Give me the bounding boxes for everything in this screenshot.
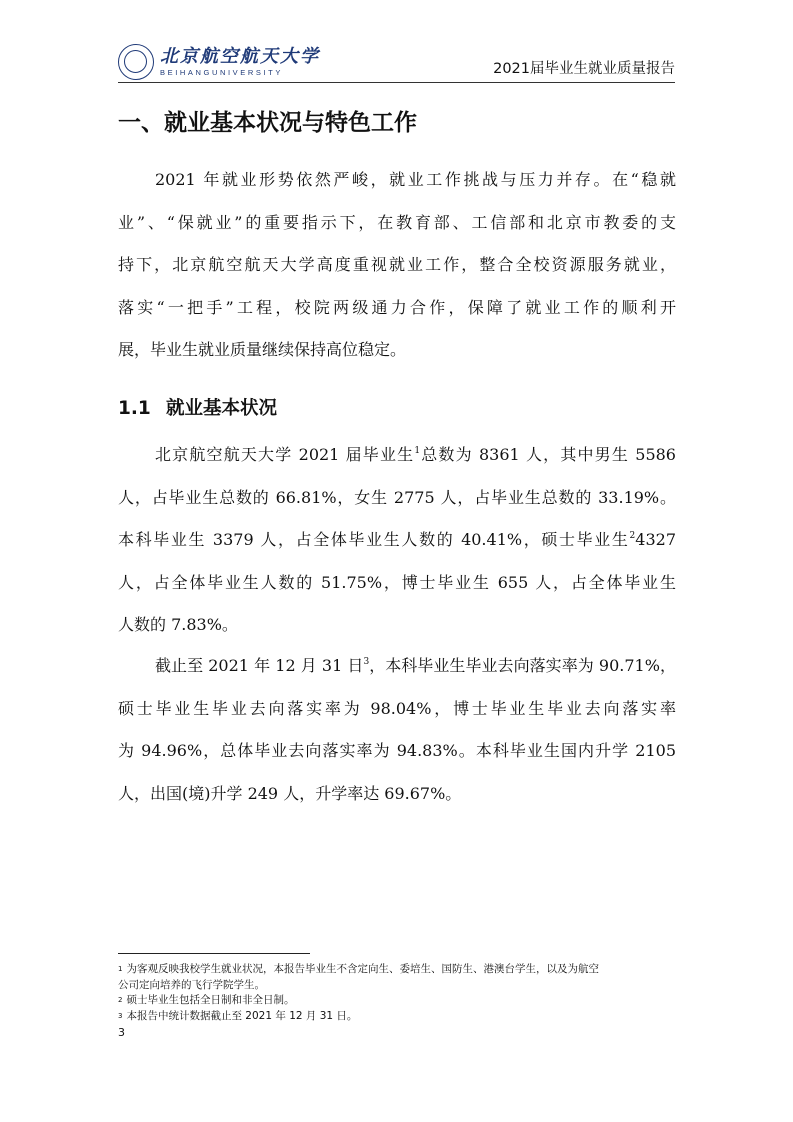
- text-line: 业”、“保就业”的重要指示下，在教育部、工信部和北京市教委的支: [118, 212, 676, 232]
- footnote-1: $^1$ 为客观反映我校学生就业状况，本报告毕业生不含定向生、委培生、国防生、港澳台学生，以及为航空 公司定向培养的飞行学院学生。: [118, 963, 599, 991]
- logo-english-name: BEIHANGUNIVERSITY: [160, 68, 283, 77]
- footnote-divider: [118, 953, 310, 954]
- footnote-2: $^2$ 硕士毕业生包括全日制和非全日制。: [118, 994, 295, 1006]
- page-number: 3: [118, 1026, 125, 1039]
- intro-paragraph: [118, 159, 676, 372]
- report-title: 2021届毕业生就业质量报告: [493, 61, 675, 77]
- subsection-title: 就业基本状况: [166, 398, 278, 419]
- text-line: 为 94.96%，总体毕业去向落实率为 94.83%。本科毕业生国内升学 2105: [118, 741, 676, 760]
- page-header: [118, 42, 675, 83]
- rates-paragraph: [118, 645, 676, 815]
- footnote-ref: 1: [414, 446, 421, 456]
- text-line: 硕士毕业生毕业去向落实率为 98.04%，博士毕业生毕业去向落实率: [118, 698, 676, 718]
- section-heading: 一、就业基本状况与特色工作: [118, 110, 417, 136]
- university-seal-icon: [118, 44, 154, 80]
- footnote-ref: 2: [629, 531, 636, 541]
- text-line: 人，占毕业生总数的 66.81%，女生 2775 人，占毕业生总数的 33.19%。: [118, 487, 676, 507]
- footnote-mark: 1: [118, 965, 123, 973]
- text-line: 2021 年就业形势依然严峻，就业工作挑战与压力并存。在“稳就: [155, 170, 676, 189]
- stats-paragraph: [118, 434, 676, 647]
- footnote-mark: 3: [118, 1012, 123, 1020]
- text-line: 人，占全体毕业生人数的 51.75%，博士毕业生 655 人，占全体毕业生: [118, 572, 676, 592]
- text-line: 人，出国(境)升学 249 人，升学率达 69.67%。: [118, 783, 462, 803]
- footnote-3: $^3$ 本报告中统计数据截止至 2021 年 12 月 31 日。: [118, 1010, 358, 1022]
- text-line: 人数的 7.83%。: [118, 615, 238, 634]
- footnote-ref: 3: [363, 657, 370, 667]
- text-line: 本科毕业生 3379 人，占全体毕业生人数的 40.41%，硕士毕业生$^2$4327: [118, 530, 676, 549]
- text-line: 持下，北京航空航天大学高度重视就业工作，整合全校资源服务就业，: [118, 255, 676, 274]
- footnote-mark: 2: [118, 996, 123, 1004]
- subsection-heading: [118, 394, 277, 420]
- text-line: 展，毕业生就业质量继续保持高位稳定。: [118, 340, 407, 359]
- text-line: 截止至 2021 年 12 月 31 日$^3$，本科毕业生毕业去向落实率为 90.71%，: [155, 656, 676, 675]
- text-line: 落实“一把手”工程，校院两级通力合作，保障了就业工作的顺利开: [118, 297, 676, 317]
- text-line: 北京航空航天大学 2021 届毕业生$^1$总数为 8361 人，其中男生 5586: [155, 445, 676, 464]
- university-logo: [118, 44, 320, 80]
- subsection-number: 1.1: [118, 398, 151, 419]
- logo-chinese-name: 北京航空航天大学: [160, 46, 320, 67]
